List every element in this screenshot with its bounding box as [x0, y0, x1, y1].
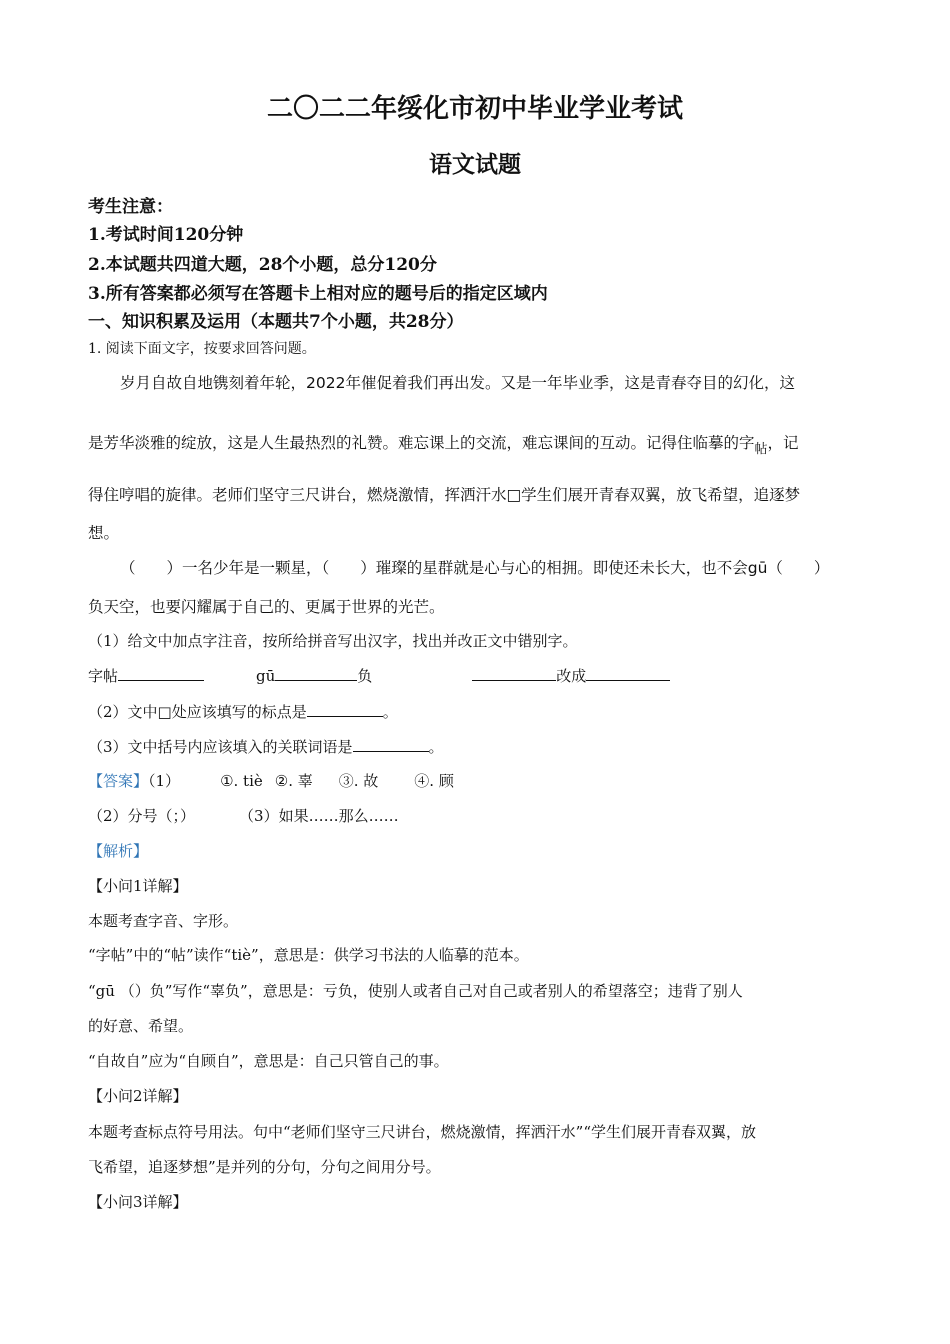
- question-prompt: 1. 阅读下面文字，按要求回答问题。: [88, 341, 316, 357]
- subquestion-3: [88, 736, 444, 757]
- fill-label-gu: gū: [256, 667, 276, 685]
- answer-part-3: （3）如果……那么……: [239, 807, 399, 825]
- answer-2: ②. 辜: [274, 772, 313, 790]
- answer-tag: 【答案】: [88, 772, 149, 790]
- section-heading: 一、知识积累及运用（本题共7个小题，共28分）: [88, 312, 464, 332]
- period: 。: [428, 738, 444, 756]
- notice-item-1: 1.考试时间120分钟: [88, 225, 244, 245]
- passage-text: 是芳华淡雅的绽放，这是人生最热烈的礼赞。难忘课上的交流，难忘课间的互动。记得住临摹的字: [88, 434, 755, 452]
- fill-label-zitie: 字帖: [88, 667, 119, 685]
- analysis-text: “自故自”应为“自顾自”，意思是：自己只管自己的事。: [88, 1052, 449, 1070]
- notice-item-3: 3.所有答案都必须写在答题卡上相对应的题号后的指定区域内: [88, 284, 548, 304]
- answer-part-1: （1）: [148, 772, 181, 790]
- passage-line-1: 岁月自故自地镌刻着年轮，2022年催促着我们再出发。又是一年毕业季，这是青春夺目的幻化，这: [120, 374, 795, 392]
- analysis-text: 本题考查字音、字形。: [88, 912, 239, 930]
- analysis-subheading-1: 【小问1详解】: [88, 877, 188, 895]
- answer-blank[interactable]: [307, 702, 383, 717]
- passage-line-4: 想。: [88, 524, 120, 542]
- subquestion-2-text: （2）文中□处应该填写的标点是: [88, 703, 307, 721]
- passage-line-2: [88, 431, 799, 457]
- period: 。: [382, 703, 398, 721]
- answer-row-2: [88, 805, 399, 826]
- answer-1: ①. tiè: [220, 772, 263, 790]
- analysis-subheading-2: 【小问2详解】: [88, 1087, 188, 1105]
- answer-blank[interactable]: [472, 666, 556, 681]
- subquestion-2: [88, 701, 398, 722]
- answer-blank[interactable]: [586, 666, 670, 681]
- subquestion-3-text: （3）文中括号内应该填入的关联词语是: [88, 738, 353, 756]
- page-title: 二〇二二年绥化市初中毕业学业考试: [266, 94, 683, 124]
- fill-label-fu: 负: [357, 667, 373, 685]
- fill-in-row: [88, 665, 670, 686]
- passage-text: ，记: [767, 434, 799, 452]
- passage-line-6: 负天空，也要闪耀属于自己的、更属于世界的光芒。: [88, 598, 445, 616]
- answer-blank[interactable]: [275, 666, 357, 681]
- subquestion-1: （1）给文中加点字注音，按所给拼音写出汉字，找出并改正文中错别字。: [88, 632, 578, 650]
- analysis-text: 飞希望，追逐梦想”是并列的分句，分句之间用分号。: [88, 1158, 441, 1176]
- fill-label-gaicheng: 改成: [556, 667, 587, 685]
- analysis-subheading-3: 【小问3详解】: [88, 1193, 188, 1211]
- notice-item-2: 2.本试题共四道大题，28个小题，总分120分: [88, 255, 437, 275]
- answer-4: ④. 顾: [414, 772, 454, 790]
- answer-blank[interactable]: [118, 666, 204, 681]
- answer-row-1: [88, 770, 454, 791]
- notice-heading: 考生注意：: [88, 197, 173, 217]
- answer-blank[interactable]: [353, 737, 429, 752]
- analysis-text: 本题考查标点符号用法。句中“老师们坚守三尺讲台，燃烧激情，挥洒汗水”“学生们展开青春双翼，放: [88, 1123, 757, 1141]
- answer-3: ③. 故: [338, 772, 379, 790]
- answer-part-2: （2）分号（；）: [88, 807, 196, 825]
- analysis-tag: 【解析】: [88, 842, 149, 860]
- passage-line-5: （ ）一名少年是一颗星，（ ）璀璨的星群就是心与心的相拥。即使还未长大，也不会gū（ ）: [120, 559, 830, 577]
- analysis-text: 的好意、希望。: [88, 1017, 194, 1035]
- analysis-text: “字帖”中的“帖”读作“tiè”，意思是：供学习书法的人临摹的范本。: [88, 946, 529, 964]
- page-subtitle: 语文试题: [429, 151, 521, 178]
- passage-line-3: 得住哼唱的旋律。老师们坚守三尺讲台，燃烧激情，挥洒汗水□学生们展开青春双翼，放飞希望，追逐梦: [88, 486, 801, 504]
- analysis-text: “gū （）负”写作“辜负”，意思是：亏负，使别人或者自己对自己或者别人的希望落空；违背了别人: [88, 982, 743, 1000]
- dotted-char: 帖: [754, 442, 768, 457]
